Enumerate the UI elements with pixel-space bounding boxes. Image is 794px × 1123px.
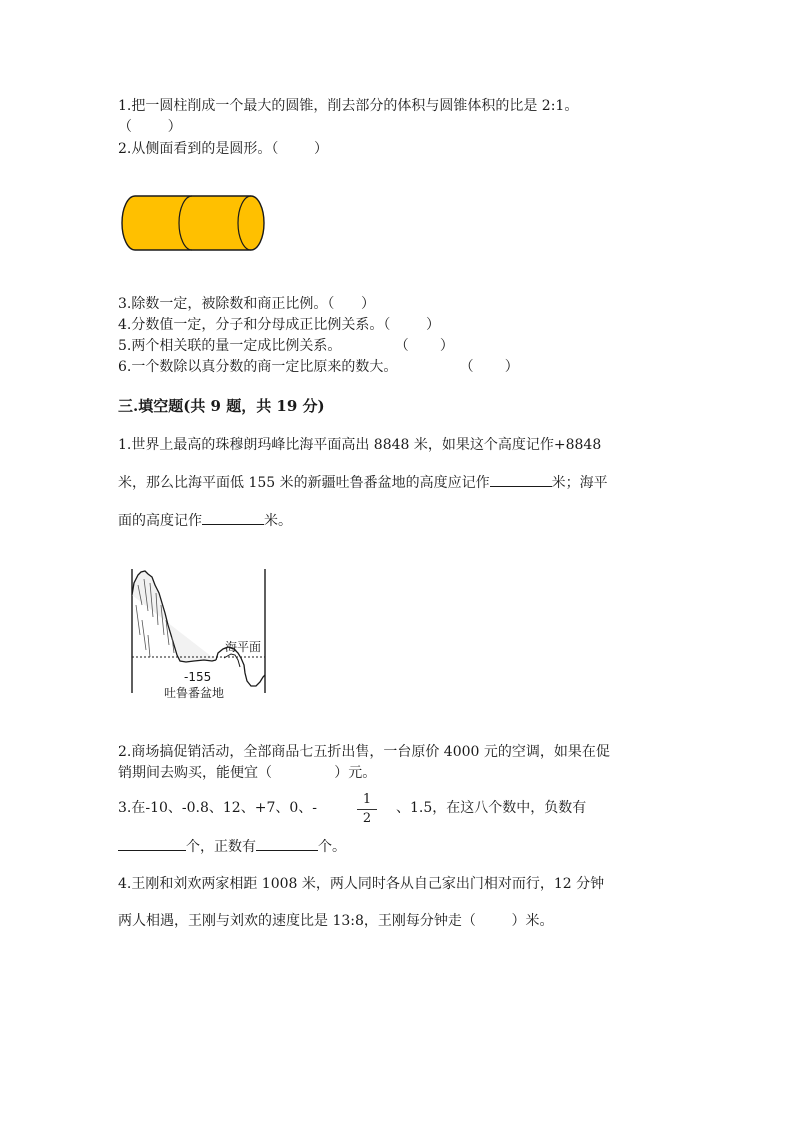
cylinder-figure — [118, 193, 270, 255]
fraction-numerator: 1 — [362, 792, 372, 807]
tf-question-5: 5.两个相关联的量一定成比例关系。 （ ） — [118, 338, 454, 354]
fill-question-4-line-1: 4.王刚和刘欢两家相距 1008 米，两人同时各从自己家出门相对而行，12 分钟 — [118, 876, 605, 892]
fill-question-3-line-2 — [118, 836, 346, 857]
answer-blank — [490, 472, 552, 487]
fraction-one-half — [355, 792, 379, 827]
tf-question-6: 6.一个数除以真分数的商一定比原来的数大。 （ ） — [118, 359, 519, 375]
cylinder-body — [122, 196, 264, 250]
fraction-bar — [357, 809, 377, 810]
fill-question-1-line-1: 1.世界上最高的珠穆朗玛峰比海平面高出 8848 米，如果这个高度记作+8848 — [118, 437, 602, 453]
text-segment: 个。 — [318, 839, 346, 855]
text-segment: 米，那么比海平面低 155 米的新疆吐鲁番盆地的高度应记作 — [118, 475, 490, 491]
fraction-denominator: 2 — [362, 811, 372, 826]
fill-question-3-line-1a: 3.在-10、-0.8、12、+7、0、- — [118, 800, 317, 816]
answer-blank — [256, 836, 318, 851]
tf-question-1-answer-paren: （ ） — [118, 119, 182, 135]
fill-question-2-line-1: 2.商场搞促销活动，全部商品七五折出售，一台原价 4000 元的空调，如果在促 — [118, 744, 610, 760]
section-title: 三.填空题(共 9 题，共 19 分) — [118, 397, 325, 415]
sea-level-label: 海平面 — [225, 640, 262, 654]
basin-bottom — [224, 654, 240, 667]
answer-blank — [202, 510, 264, 525]
text-segment: 个，正数有 — [186, 839, 256, 855]
fill-question-4-line-2: 两人相遇，王刚与刘欢的速度比是 13:8，王刚每分钟走（ ）米。 — [118, 913, 554, 929]
fill-question-1-line-3 — [118, 510, 292, 531]
depth-label: -155 — [184, 670, 212, 684]
tf-question-3: 3.除数一定，被除数和商正比例。（ ） — [118, 296, 376, 312]
elevation-sketch — [128, 565, 270, 703]
tf-question-4: 4.分数值一定，分子和分母成正比例关系。（ ） — [118, 317, 440, 333]
fill-question-1-line-2 — [118, 472, 608, 493]
fill-question-3-line-1b: 、1.5，在这八个数中，负数有 — [396, 800, 587, 816]
tf-question-2: 2.从侧面看到的是圆形。（ ） — [118, 141, 328, 157]
answer-blank — [118, 836, 186, 851]
text-segment: 米；海平 — [551, 475, 608, 491]
tf-question-1: 1.把一圆柱削成一个最大的圆锥，削去部分的体积与圆锥体积的比是 2:1。 — [118, 98, 579, 114]
fill-question-2-line-2: 销期间去购买，能便宜（ ）元。 — [118, 765, 377, 781]
text-segment: 米。 — [264, 513, 292, 529]
text-segment: 面的高度记作 — [118, 513, 202, 529]
basin-label: 吐鲁番盆地 — [164, 686, 225, 700]
